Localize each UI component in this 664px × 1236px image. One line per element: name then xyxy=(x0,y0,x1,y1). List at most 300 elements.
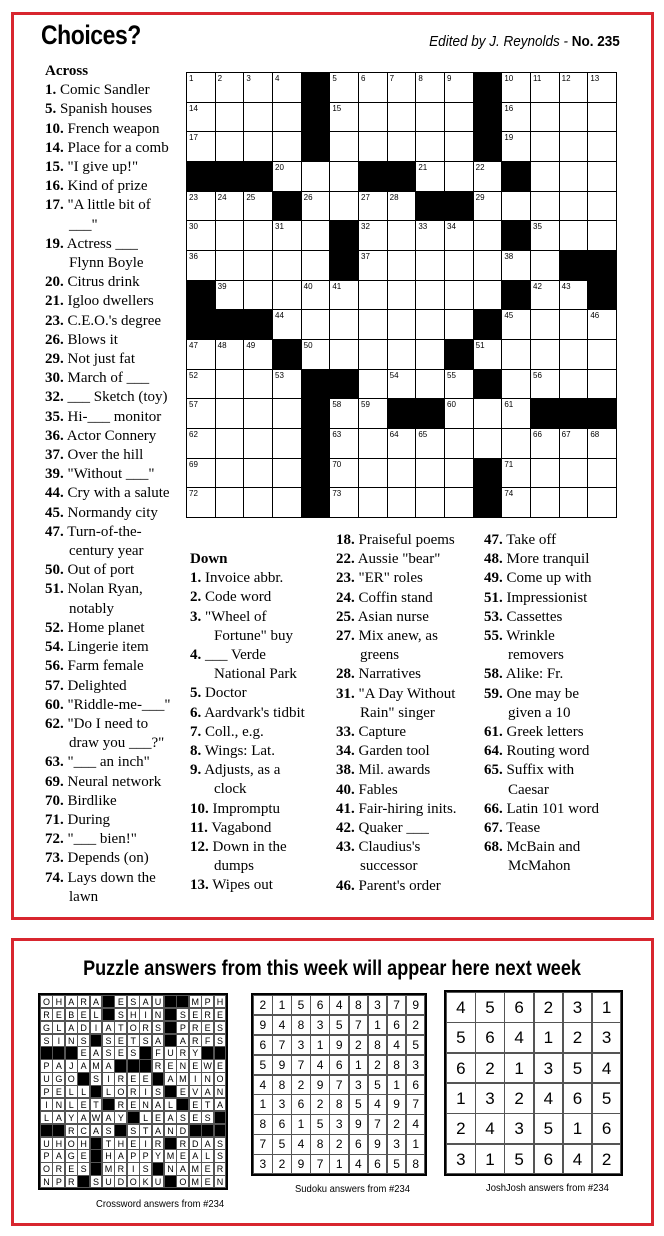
answer-cell: 6 xyxy=(534,1144,564,1175)
black-square xyxy=(77,1072,90,1085)
clue-text: Praiseful poems xyxy=(358,532,455,548)
grid-cell[interactable] xyxy=(301,220,331,251)
clue-number: 10. xyxy=(190,800,209,817)
grid-cell[interactable] xyxy=(444,72,474,103)
grid-cell[interactable] xyxy=(387,250,417,281)
grid-cell[interactable] xyxy=(243,220,273,251)
cell-number: 9 xyxy=(447,74,452,83)
grid-cell[interactable] xyxy=(215,250,245,281)
answer-cell: A xyxy=(201,1137,214,1150)
answer-cell: A xyxy=(139,995,152,1008)
grid-cell[interactable] xyxy=(186,398,216,429)
grid-cell[interactable] xyxy=(501,72,531,103)
grid-cell[interactable] xyxy=(415,280,445,311)
grid-cell[interactable] xyxy=(329,458,359,489)
answer-cell: A xyxy=(201,1085,214,1098)
grid-cell[interactable] xyxy=(215,102,245,133)
black-square xyxy=(176,995,189,1008)
cell-number: 22 xyxy=(475,163,485,172)
clue-text: century year xyxy=(69,543,144,560)
grid-cell[interactable] xyxy=(587,131,617,162)
grid-cell[interactable] xyxy=(473,280,503,311)
grid-cell[interactable] xyxy=(501,191,531,222)
answer-cell: S xyxy=(139,1162,152,1175)
grid-cell[interactable] xyxy=(415,72,445,103)
grid-cell[interactable] xyxy=(387,131,417,162)
answer-cell: T xyxy=(127,1034,140,1047)
clue-number: 73. xyxy=(45,850,64,867)
grid-cell[interactable] xyxy=(530,131,560,162)
grid-cell[interactable] xyxy=(358,131,388,162)
grid-cell[interactable] xyxy=(587,458,617,489)
grid-cell[interactable] xyxy=(186,131,216,162)
grid-cell[interactable] xyxy=(559,102,589,133)
answer-cell: 1 xyxy=(563,1113,593,1144)
down-header: Down xyxy=(190,551,228,567)
grid-cell[interactable] xyxy=(444,220,474,251)
grid-cell[interactable] xyxy=(243,339,273,370)
grid-cell[interactable] xyxy=(501,487,531,518)
grid-cell[interactable] xyxy=(358,339,388,370)
cell-number: 32 xyxy=(361,222,370,232)
grid-cell[interactable] xyxy=(415,131,445,162)
down.col1-clue xyxy=(190,608,335,646)
grid-cell[interactable] xyxy=(501,339,531,370)
cell-number: 50 xyxy=(303,341,313,350)
grid-cell[interactable] xyxy=(501,131,531,162)
grid-cell[interactable] xyxy=(358,487,388,518)
down.col1-clue xyxy=(190,723,335,742)
grid-cell[interactable] xyxy=(186,339,216,370)
grid-cell[interactable] xyxy=(329,428,359,459)
clue-text: Cassettes xyxy=(506,608,563,625)
grid-cell[interactable] xyxy=(501,250,531,281)
grid-cell[interactable] xyxy=(473,191,503,222)
grid-cell[interactable] xyxy=(301,161,331,192)
grid-cell[interactable] xyxy=(358,280,388,311)
grid-cell[interactable] xyxy=(186,428,216,459)
grid-cell[interactable] xyxy=(444,250,474,281)
grid-cell[interactable] xyxy=(301,309,331,340)
answer-cell: S xyxy=(139,1034,152,1047)
grid-cell[interactable] xyxy=(243,102,273,133)
grid-cell[interactable] xyxy=(501,398,531,429)
grid-cell[interactable] xyxy=(186,102,216,133)
grid-cell[interactable] xyxy=(272,220,302,251)
grid-cell[interactable] xyxy=(530,309,560,340)
answer-cell: 4 xyxy=(368,1094,388,1114)
grid-cell[interactable] xyxy=(358,309,388,340)
grid-cell[interactable] xyxy=(215,487,245,518)
black-square xyxy=(90,1085,103,1098)
grid-cell[interactable] xyxy=(530,487,560,518)
grid-cell[interactable] xyxy=(387,428,417,459)
answer-cell: Y xyxy=(65,1111,78,1124)
grid-cell[interactable] xyxy=(186,487,216,518)
grid-cell[interactable] xyxy=(243,280,273,311)
grid-cell[interactable] xyxy=(473,398,503,429)
grid-cell[interactable] xyxy=(444,398,474,429)
grid-cell[interactable] xyxy=(501,428,531,459)
grid-cell[interactable] xyxy=(415,309,445,340)
grid-cell[interactable] xyxy=(415,161,445,192)
grid-cell[interactable] xyxy=(301,280,331,311)
black-square xyxy=(127,1111,140,1124)
clue-number: 69. xyxy=(45,773,64,790)
grid-cell[interactable] xyxy=(215,458,245,489)
grid-cell[interactable] xyxy=(587,339,617,370)
grid-cell[interactable] xyxy=(243,428,273,459)
grid-cell[interactable] xyxy=(587,191,617,222)
grid-cell[interactable] xyxy=(559,487,589,518)
grid-cell[interactable] xyxy=(559,191,589,222)
answer-cell: A xyxy=(102,1059,115,1072)
grid-cell[interactable] xyxy=(329,161,359,192)
grid-cell[interactable] xyxy=(358,369,388,400)
answer-cell: R xyxy=(189,1021,202,1034)
grid-cell[interactable] xyxy=(243,250,273,281)
cell-number: 59 xyxy=(361,400,370,410)
answer-cell: 5 xyxy=(563,1053,593,1084)
grid-cell[interactable] xyxy=(243,369,273,400)
grid-cell[interactable] xyxy=(473,339,503,370)
grid-cell[interactable] xyxy=(243,131,273,162)
answer-cell: 7 xyxy=(291,1055,311,1075)
across.clues-clue xyxy=(45,638,185,657)
grid-cell[interactable] xyxy=(387,102,417,133)
answer-cell: A xyxy=(90,1124,103,1137)
grid-cell[interactable] xyxy=(444,161,474,192)
grid-cell[interactable] xyxy=(587,220,617,251)
grid-cell[interactable] xyxy=(501,309,531,340)
clue-text: Narratives xyxy=(358,666,421,683)
black-square xyxy=(301,72,331,103)
grid-cell[interactable] xyxy=(501,102,531,133)
grid-cell[interactable] xyxy=(272,102,302,133)
answer-cell: 9 xyxy=(329,1035,349,1055)
across.clues-clue xyxy=(45,830,185,849)
grid-cell[interactable] xyxy=(215,220,245,251)
answer-cell: 3 xyxy=(592,1022,622,1053)
grid-cell[interactable] xyxy=(387,191,417,222)
answer-cell: S xyxy=(102,1124,115,1137)
answer-cell: E xyxy=(176,1149,189,1162)
answer-cell: A xyxy=(152,1098,165,1111)
cell-number: 33 xyxy=(418,222,428,232)
grid-cell[interactable] xyxy=(587,161,617,192)
grid-cell[interactable] xyxy=(243,398,273,429)
answer-cell: S xyxy=(114,1008,127,1021)
grid-cell[interactable] xyxy=(444,102,474,133)
grid-cell[interactable] xyxy=(215,280,245,311)
grid-cell[interactable] xyxy=(473,428,503,459)
grid-cell[interactable] xyxy=(215,369,245,400)
clue-text: Normandy city xyxy=(67,504,158,521)
clue-text: McMahon xyxy=(508,858,571,875)
grid-cell[interactable] xyxy=(387,369,417,400)
grid-cell[interactable] xyxy=(329,131,359,162)
answer-cell: A xyxy=(65,995,78,1008)
grid-cell[interactable] xyxy=(530,280,560,311)
grid-cell[interactable] xyxy=(329,280,359,311)
grid-cell[interactable] xyxy=(272,72,302,103)
grid-cell[interactable] xyxy=(559,458,589,489)
grid-cell[interactable] xyxy=(358,102,388,133)
answer-cell: S xyxy=(102,1034,115,1047)
grid-cell[interactable] xyxy=(559,339,589,370)
black-square xyxy=(358,161,388,192)
down.col2-clue xyxy=(336,761,484,780)
grid-cell[interactable] xyxy=(559,428,589,459)
clue-number: 61. xyxy=(484,724,503,741)
across.clues-clue xyxy=(45,235,185,273)
grid-cell[interactable] xyxy=(530,428,560,459)
grid-cell[interactable] xyxy=(186,250,216,281)
answer-cell: 3 xyxy=(563,992,593,1023)
grid-cell[interactable] xyxy=(358,458,388,489)
grid-cell[interactable] xyxy=(444,309,474,340)
grid-cell[interactable] xyxy=(501,458,531,489)
grid-cell[interactable] xyxy=(272,458,302,489)
answer-cell: E xyxy=(214,1059,227,1072)
cell-number: 26 xyxy=(303,192,313,202)
grid-cell[interactable] xyxy=(530,161,560,192)
grid-cell[interactable] xyxy=(501,369,531,400)
grid-cell[interactable] xyxy=(530,458,560,489)
grid-cell[interactable] xyxy=(444,428,474,459)
grid-cell[interactable] xyxy=(530,339,560,370)
grid-cell[interactable] xyxy=(358,220,388,251)
grid-cell[interactable] xyxy=(387,339,417,370)
answer-cell: E xyxy=(52,1008,65,1021)
grid-cell[interactable] xyxy=(473,161,503,192)
answer-cell: 4 xyxy=(534,1083,564,1114)
grid-cell[interactable] xyxy=(415,487,445,518)
answer-cell: B xyxy=(65,1008,78,1021)
grid-cell[interactable] xyxy=(559,72,589,103)
grid-cell[interactable] xyxy=(473,250,503,281)
answer-cell: E xyxy=(114,1034,127,1047)
grid-cell[interactable] xyxy=(329,487,359,518)
black-square xyxy=(152,1162,165,1175)
grid-cell[interactable] xyxy=(243,487,273,518)
grid-cell[interactable] xyxy=(473,220,503,251)
grid-cell[interactable] xyxy=(243,191,273,222)
grid-cell[interactable] xyxy=(530,102,560,133)
grid-cell[interactable] xyxy=(415,250,445,281)
grid-cell[interactable] xyxy=(559,220,589,251)
clue-text: During xyxy=(67,811,110,828)
clue-text: Alike: Fr. xyxy=(505,666,564,683)
grid-cell[interactable] xyxy=(387,220,417,251)
grid-cell[interactable] xyxy=(444,131,474,162)
clue-number: 34. xyxy=(336,743,355,760)
grid-cell[interactable] xyxy=(358,250,388,281)
grid-cell[interactable] xyxy=(243,72,273,103)
grid-cell[interactable] xyxy=(587,309,617,340)
grid-cell[interactable] xyxy=(272,487,302,518)
crossword-grid[interactable] xyxy=(186,72,616,517)
answer-cell: D xyxy=(77,1021,90,1034)
grid-cell[interactable] xyxy=(559,369,589,400)
answer-cell: 3 xyxy=(504,1113,534,1144)
grid-cell[interactable] xyxy=(587,369,617,400)
grid-cell[interactable] xyxy=(243,458,273,489)
grid-cell[interactable] xyxy=(530,220,560,251)
grid-cell[interactable] xyxy=(186,369,216,400)
down.col2-clue xyxy=(336,608,484,627)
grid-cell[interactable] xyxy=(272,398,302,429)
grid-cell[interactable] xyxy=(329,339,359,370)
grid-cell[interactable] xyxy=(215,339,245,370)
clue-text: Doctor xyxy=(205,685,247,702)
cell-number: 73 xyxy=(332,489,342,499)
grid-cell[interactable] xyxy=(272,131,302,162)
grid-cell[interactable] xyxy=(358,72,388,103)
grid-cell[interactable] xyxy=(415,458,445,489)
grid-cell[interactable] xyxy=(186,458,216,489)
cell-number: 35 xyxy=(533,222,542,232)
grid-cell[interactable] xyxy=(415,339,445,370)
answer-cell: H xyxy=(52,1137,65,1150)
grid-cell[interactable] xyxy=(272,428,302,459)
cell-number: 57 xyxy=(189,400,198,410)
clue-text: Tease xyxy=(506,820,541,837)
answer-cell: T xyxy=(114,1021,127,1034)
grid-cell[interactable] xyxy=(587,487,617,518)
grid-cell[interactable] xyxy=(215,72,245,103)
grid-cell[interactable] xyxy=(587,102,617,133)
answer-cell: R xyxy=(214,1162,227,1175)
clue-text: Parent's order xyxy=(358,877,441,894)
black-square xyxy=(40,1046,53,1059)
grid-cell[interactable] xyxy=(329,72,359,103)
clue-number: 58. xyxy=(484,666,503,683)
answer-cell: T xyxy=(102,1137,115,1150)
grid-cell[interactable] xyxy=(215,398,245,429)
grid-cell[interactable] xyxy=(415,428,445,459)
grid-cell[interactable] xyxy=(301,339,331,370)
grid-cell[interactable] xyxy=(387,309,417,340)
grid-cell[interactable] xyxy=(415,102,445,133)
grid-cell[interactable] xyxy=(329,191,359,222)
grid-cell[interactable] xyxy=(272,280,302,311)
grid-cell[interactable] xyxy=(559,309,589,340)
grid-cell[interactable] xyxy=(215,131,245,162)
answer-cell: 3 xyxy=(475,1083,505,1114)
answer-cell: M xyxy=(164,1149,177,1162)
answer-cell: L xyxy=(90,1008,103,1021)
answer-cell: O xyxy=(127,1175,140,1188)
answer-cell: E xyxy=(77,1149,90,1162)
clue-text: Capture xyxy=(358,724,406,741)
answer-cell: M xyxy=(176,1072,189,1085)
grid-cell[interactable] xyxy=(530,72,560,103)
grid-cell[interactable] xyxy=(415,369,445,400)
grid-cell[interactable] xyxy=(186,191,216,222)
clue-text: Come up with xyxy=(506,570,592,587)
grid-cell[interactable] xyxy=(559,280,589,311)
grid-cell[interactable] xyxy=(559,131,589,162)
grid-cell[interactable] xyxy=(387,72,417,103)
clue-number: 30. xyxy=(45,370,64,387)
grid-cell[interactable] xyxy=(358,398,388,429)
answer-cell: U xyxy=(152,1175,165,1188)
clue-text: Comic Sandler xyxy=(60,82,150,99)
grid-cell[interactable] xyxy=(387,458,417,489)
grid-cell[interactable] xyxy=(444,369,474,400)
across.clues-clue xyxy=(45,196,185,234)
grid-cell[interactable] xyxy=(444,280,474,311)
grid-cell[interactable] xyxy=(186,72,216,103)
grid-cell[interactable] xyxy=(530,250,560,281)
grid-cell[interactable] xyxy=(530,369,560,400)
grid-cell[interactable] xyxy=(387,280,417,311)
answer-cell: H xyxy=(102,1149,115,1162)
down.col3-clue xyxy=(484,800,624,819)
clue-text: Spanish houses xyxy=(60,101,153,118)
grid-cell[interactable] xyxy=(301,250,331,281)
grid-cell[interactable] xyxy=(559,161,589,192)
grid-cell[interactable] xyxy=(272,369,302,400)
down.col3-clue xyxy=(484,685,624,723)
grid-cell[interactable] xyxy=(530,191,560,222)
cell-number: 66 xyxy=(533,430,542,439)
answer-cell: 5 xyxy=(534,1113,564,1144)
grid-cell[interactable] xyxy=(329,309,359,340)
cell-number: 69 xyxy=(189,459,198,469)
across.clues-clue xyxy=(45,158,185,177)
clue-text: One may be xyxy=(506,685,579,702)
answers-banner: Puzzle answers from this week will appear here next week xyxy=(83,957,581,980)
answer-cell: 6 xyxy=(329,1055,349,1075)
clue-number: 47. xyxy=(484,532,503,548)
clue-text: Place for a comb xyxy=(67,139,169,156)
answer-cell: 6 xyxy=(272,1114,292,1134)
grid-cell[interactable] xyxy=(415,220,445,251)
answer-cell: R xyxy=(139,1021,152,1034)
clue-text: Coll., e.g. xyxy=(205,723,264,740)
grid-cell[interactable] xyxy=(215,428,245,459)
grid-cell[interactable] xyxy=(387,487,417,518)
grid-cell[interactable] xyxy=(444,487,474,518)
clue-text: Nolan Ryan, xyxy=(67,581,143,598)
answer-cell: C xyxy=(77,1124,90,1137)
answer-cell: 2 xyxy=(291,1075,311,1095)
grid-cell[interactable] xyxy=(186,220,216,251)
black-square xyxy=(559,398,589,429)
grid-cell[interactable] xyxy=(272,161,302,192)
grid-cell[interactable] xyxy=(329,102,359,133)
down.col2-clue xyxy=(336,665,484,684)
grid-cell[interactable] xyxy=(272,250,302,281)
grid-cell[interactable] xyxy=(358,428,388,459)
answer-cell: S xyxy=(214,1137,227,1150)
grid-cell[interactable] xyxy=(587,72,617,103)
answer-cell: 1 xyxy=(272,995,292,1015)
grid-cell[interactable] xyxy=(329,398,359,429)
clue-number: 17. xyxy=(45,197,64,214)
cell-number: 58 xyxy=(332,400,342,410)
grid-cell[interactable] xyxy=(587,428,617,459)
grid-cell[interactable] xyxy=(272,309,302,340)
answer-cell: 2 xyxy=(329,1134,349,1154)
grid-cell[interactable] xyxy=(215,191,245,222)
grid-cell[interactable] xyxy=(301,191,331,222)
across.clues-clue xyxy=(45,331,185,350)
grid-cell[interactable] xyxy=(358,191,388,222)
grid-cell[interactable] xyxy=(444,458,474,489)
